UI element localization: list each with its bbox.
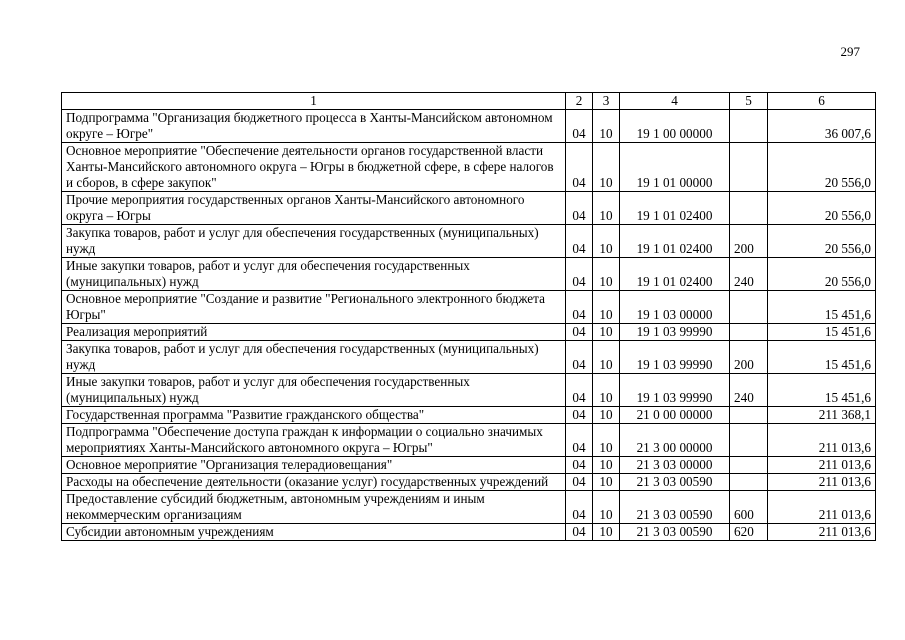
cell-col-6: 20 556,0 — [768, 258, 876, 291]
cell-col-5 — [730, 291, 768, 324]
cell-col-4: 19 1 01 02400 — [620, 192, 730, 225]
cell-col-2: 04 — [566, 407, 593, 424]
cell-col-3: 10 — [593, 291, 620, 324]
cell-col-6: 211 013,6 — [768, 524, 876, 541]
cell-col-5 — [730, 110, 768, 143]
cell-description: Реализация мероприятий — [62, 324, 566, 341]
cell-col-4: 21 3 03 00590 — [620, 474, 730, 491]
header-col-3: 3 — [593, 93, 620, 110]
cell-description: Основное мероприятие "Создание и развитие "Регионального электронного бюджета Югры" — [62, 291, 566, 324]
cell-col-3: 10 — [593, 457, 620, 474]
cell-col-3: 10 — [593, 341, 620, 374]
budget-table — [61, 92, 876, 541]
table-row — [62, 524, 876, 541]
cell-col-2: 04 — [566, 192, 593, 225]
cell-col-3: 10 — [593, 324, 620, 341]
cell-col-4: 19 1 00 00000 — [620, 110, 730, 143]
header-col-4: 4 — [620, 93, 730, 110]
cell-col-6: 211 013,6 — [768, 474, 876, 491]
cell-col-4: 19 1 03 00000 — [620, 291, 730, 324]
cell-col-2: 04 — [566, 457, 593, 474]
cell-col-6: 15 451,6 — [768, 291, 876, 324]
cell-col-6: 211 013,6 — [768, 424, 876, 457]
cell-col-5 — [730, 474, 768, 491]
cell-col-5: 620 — [730, 524, 768, 541]
cell-description: Подпрограмма "Организация бюджетного процесса в Ханты-Мансийском автономном округе – Югре" — [62, 110, 566, 143]
cell-description: Субсидии автономным учреждениям — [62, 524, 566, 541]
cell-col-5 — [730, 143, 768, 192]
cell-col-3: 10 — [593, 524, 620, 541]
cell-col-6: 211 368,1 — [768, 407, 876, 424]
cell-col-4: 21 0 00 00000 — [620, 407, 730, 424]
cell-col-4: 19 1 03 99990 — [620, 341, 730, 374]
cell-description: Закупка товаров, работ и услуг для обеспечения государственных (муниципальных) нужд — [62, 225, 566, 258]
cell-col-3: 10 — [593, 143, 620, 192]
cell-col-6: 20 556,0 — [768, 143, 876, 192]
cell-description: Прочие мероприятия государственных органов Ханты-Мансийского автономного округа – Югры — [62, 192, 566, 225]
cell-col-4: 21 3 03 00590 — [620, 524, 730, 541]
cell-description: Подпрограмма "Обеспечение доступа граждан к информации о социально значимых мероприятиях Ханты-Мансийского автономного округа – Югры" — [62, 424, 566, 457]
table-row — [62, 341, 876, 374]
cell-col-2: 04 — [566, 341, 593, 374]
cell-col-5: 200 — [730, 341, 768, 374]
cell-col-4: 21 3 00 00000 — [620, 424, 730, 457]
cell-col-3: 10 — [593, 474, 620, 491]
cell-col-2: 04 — [566, 424, 593, 457]
cell-col-6: 20 556,0 — [768, 192, 876, 225]
cell-description: Основное мероприятие "Организация телерадиовещания" — [62, 457, 566, 474]
cell-col-5: 240 — [730, 258, 768, 291]
cell-col-3: 10 — [593, 225, 620, 258]
cell-col-3: 10 — [593, 491, 620, 524]
cell-col-4: 19 1 03 99990 — [620, 324, 730, 341]
cell-description: Предоставление субсидий бюджетным, автономным учреждениям и иным некоммерческим организациям — [62, 491, 566, 524]
table-row — [62, 192, 876, 225]
cell-col-6: 15 451,6 — [768, 374, 876, 407]
cell-col-4: 21 3 03 00590 — [620, 491, 730, 524]
cell-col-2: 04 — [566, 225, 593, 258]
header-col-1: 1 — [62, 93, 566, 110]
header-col-5: 5 — [730, 93, 768, 110]
cell-col-5 — [730, 192, 768, 225]
cell-col-2: 04 — [566, 110, 593, 143]
cell-col-6: 20 556,0 — [768, 225, 876, 258]
table-header-row — [62, 93, 876, 110]
cell-col-2: 04 — [566, 324, 593, 341]
cell-col-4: 21 3 03 00000 — [620, 457, 730, 474]
table-row — [62, 491, 876, 524]
cell-col-6: 36 007,6 — [768, 110, 876, 143]
cell-col-4: 19 1 01 00000 — [620, 143, 730, 192]
cell-col-4: 19 1 03 99990 — [620, 374, 730, 407]
cell-description: Иные закупки товаров, работ и услуг для обеспечения государственных (муниципальных) нужд — [62, 374, 566, 407]
cell-col-5: 200 — [730, 225, 768, 258]
cell-col-6: 15 451,6 — [768, 324, 876, 341]
cell-description: Государственная программа "Развитие гражданского общества" — [62, 407, 566, 424]
cell-col-5: 600 — [730, 491, 768, 524]
cell-col-4: 19 1 01 02400 — [620, 225, 730, 258]
cell-col-5 — [730, 407, 768, 424]
cell-col-6: 211 013,6 — [768, 457, 876, 474]
cell-col-6: 211 013,6 — [768, 491, 876, 524]
cell-description: Иные закупки товаров, работ и услуг для обеспечения государственных (муниципальных) нужд — [62, 258, 566, 291]
cell-col-3: 10 — [593, 374, 620, 407]
table-row — [62, 474, 876, 491]
cell-col-3: 10 — [593, 258, 620, 291]
cell-col-2: 04 — [566, 524, 593, 541]
table-row — [62, 225, 876, 258]
table-body — [62, 93, 876, 541]
header-col-2: 2 — [566, 93, 593, 110]
cell-col-6: 15 451,6 — [768, 341, 876, 374]
cell-col-2: 04 — [566, 291, 593, 324]
table-row — [62, 457, 876, 474]
cell-col-5 — [730, 324, 768, 341]
cell-col-5 — [730, 424, 768, 457]
table-row — [62, 291, 876, 324]
cell-col-3: 10 — [593, 192, 620, 225]
cell-col-2: 04 — [566, 143, 593, 192]
cell-col-5 — [730, 457, 768, 474]
cell-col-5: 240 — [730, 374, 768, 407]
table-row — [62, 110, 876, 143]
cell-col-3: 10 — [593, 424, 620, 457]
table-row — [62, 407, 876, 424]
table-row — [62, 424, 876, 457]
cell-description: Закупка товаров, работ и услуг для обеспечения государственных (муниципальных) нужд — [62, 341, 566, 374]
cell-col-2: 04 — [566, 474, 593, 491]
table-row — [62, 324, 876, 341]
header-col-6: 6 — [768, 93, 876, 110]
cell-col-4: 19 1 01 02400 — [620, 258, 730, 291]
cell-col-3: 10 — [593, 407, 620, 424]
cell-description: Расходы на обеспечение деятельности (оказание услуг) государственных учреждений — [62, 474, 566, 491]
cell-col-2: 04 — [566, 258, 593, 291]
page-number: 297 — [840, 44, 860, 59]
table-row — [62, 143, 876, 192]
cell-col-2: 04 — [566, 374, 593, 407]
cell-col-2: 04 — [566, 491, 593, 524]
cell-col-3: 10 — [593, 110, 620, 143]
cell-description: Основное мероприятие "Обеспечение деятельности органов государственной власти Ханты-Мансийского автономного округа – Югры в бюджетной сфере, в сфере налогов и сборов, в сфере закупок" — [62, 143, 566, 192]
table-row — [62, 258, 876, 291]
table-row — [62, 374, 876, 407]
